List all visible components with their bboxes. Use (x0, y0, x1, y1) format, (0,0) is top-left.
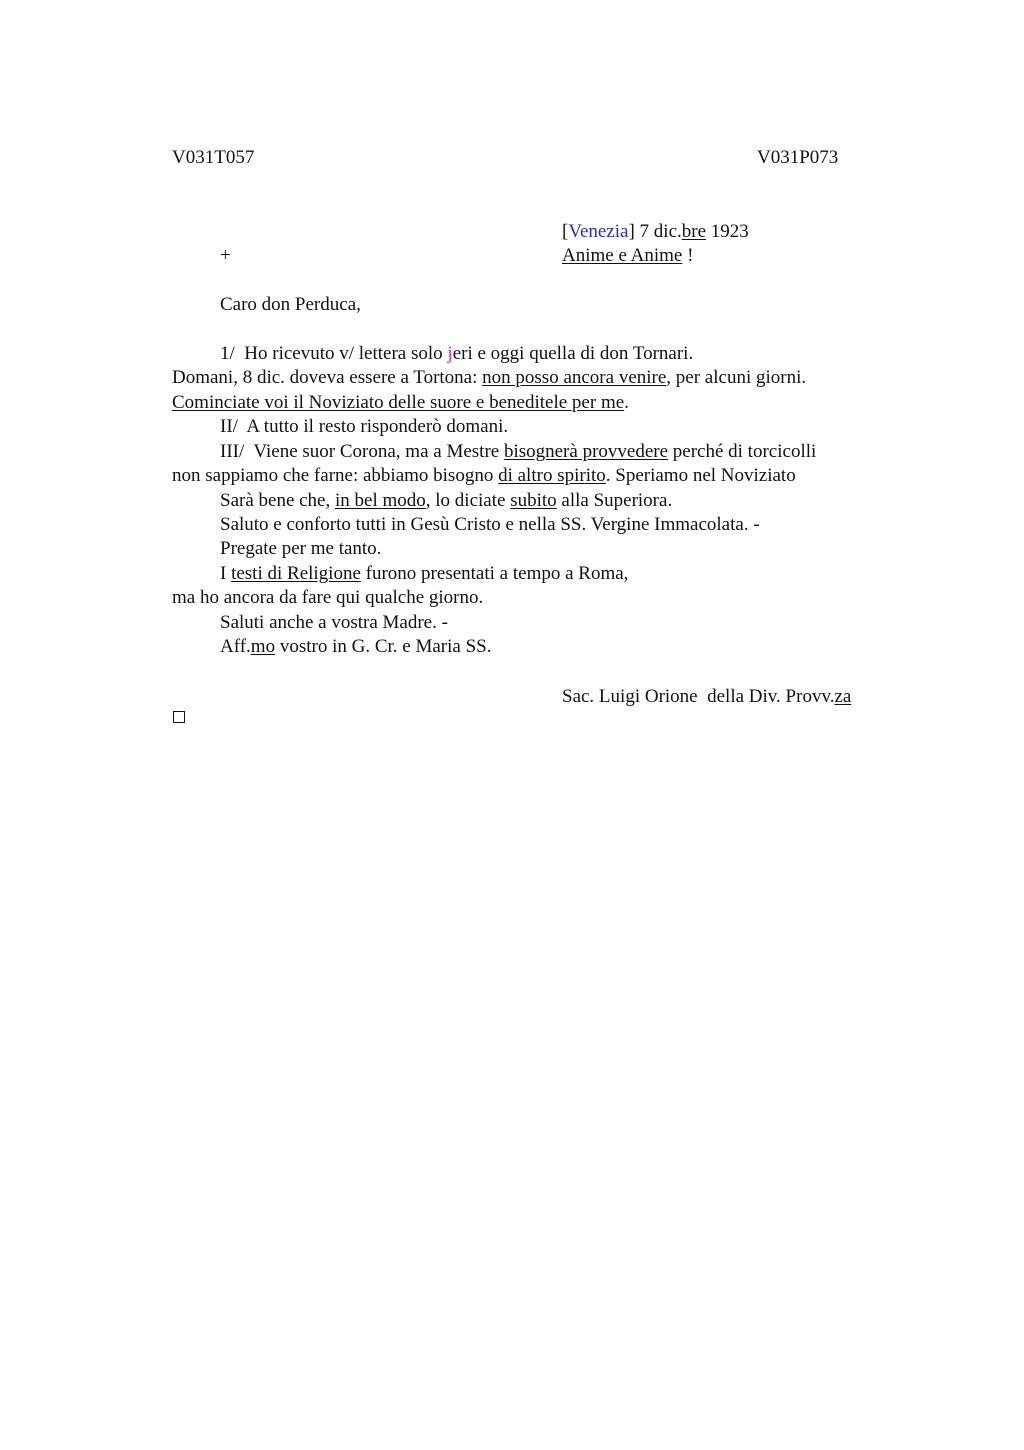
body-text: I (220, 563, 232, 584)
body-line-6 (172, 464, 796, 488)
underlined-text: in bel modo (335, 490, 426, 511)
body-line-3 (172, 391, 629, 415)
date-year: 1923 (706, 221, 749, 242)
highlighted-letter: j (447, 343, 453, 364)
underlined-text: subito (510, 490, 557, 511)
body-text: alla Superiora. (556, 490, 673, 511)
body-line-10 (220, 562, 628, 586)
underlined-text: bisognerà provvedere (503, 441, 669, 462)
cross-symbol: + (220, 245, 231, 266)
bracket-close: ] (628, 221, 635, 242)
underlined-text: non posso ancora venire (482, 367, 667, 388)
bracket-open: [ (562, 221, 569, 242)
date-day-month: 7 dic. (634, 221, 682, 242)
body-line-5 (220, 440, 816, 464)
dateline (562, 220, 749, 244)
body-text: non sappiamo che farne: abbiamo bisogno (172, 465, 499, 486)
body-text: eri e oggi quella di don Tornari. (452, 343, 694, 364)
body-text: Aff. (220, 636, 251, 657)
body-text: , per alcuni giorni. (666, 367, 807, 388)
body-text: III/ Viene suor Corona, ma a Mestre (220, 441, 504, 462)
underlined-text: Cominciate voi il Noviziato delle suore e beneditele per me (172, 392, 625, 413)
body-line-8: Saluto e conforto tutti in Gesù Cristo e nella SS. Vergine Immacolata. - (220, 514, 760, 535)
motto-text: Anime e Anime (562, 245, 683, 266)
body-text: Domani, 8 dic. doveva essere a Tortona: (172, 367, 483, 388)
document-code-left: V031T057 (172, 147, 255, 168)
body-line-12: Saluti anche a vostra Madre. - (220, 612, 448, 633)
body-line-11: ma ho ancora da fare qui qualche giorno. (172, 587, 484, 608)
body-line-9: Pregate per me tanto. (220, 538, 382, 559)
underlined-text: di altro spirito (498, 465, 606, 486)
body-text: Sarà bene che, (220, 490, 335, 511)
salutation: Caro don Perduca, (220, 294, 361, 315)
motto-tail: ! (682, 245, 694, 266)
body-text: furono presentati a tempo a Roma, (360, 563, 629, 584)
motto (562, 244, 693, 268)
body-line-4: II/ A tutto il resto risponderò domani. (220, 416, 509, 437)
body-text: , lo diciate (425, 490, 511, 511)
body-line-7 (220, 489, 672, 513)
signature-text: Sac. Luigi Orione della Div. Provv. (562, 686, 835, 707)
body-text: vostro in G. Cr. e Maria SS. (275, 636, 492, 657)
signature (562, 685, 851, 709)
body-text: perché di torcicolli (668, 441, 817, 462)
body-text: 1/ Ho ricevuto v/ lettera solo (220, 343, 448, 364)
place-name: Venezia (568, 221, 629, 242)
body-text: . Speriamo nel Noviziato (605, 465, 796, 486)
underlined-text: testi di Religione (231, 563, 361, 584)
body-text: . (624, 392, 629, 413)
signature-suffix: za (834, 686, 852, 707)
document-code-right: V031P073 (757, 147, 839, 168)
date-month-suffix: bre (681, 221, 707, 242)
body-line-2 (172, 366, 806, 390)
checkbox-square-icon (173, 711, 185, 723)
closing-line (220, 635, 491, 659)
body-line-1 (220, 342, 693, 366)
underlined-text: mo (250, 636, 276, 657)
